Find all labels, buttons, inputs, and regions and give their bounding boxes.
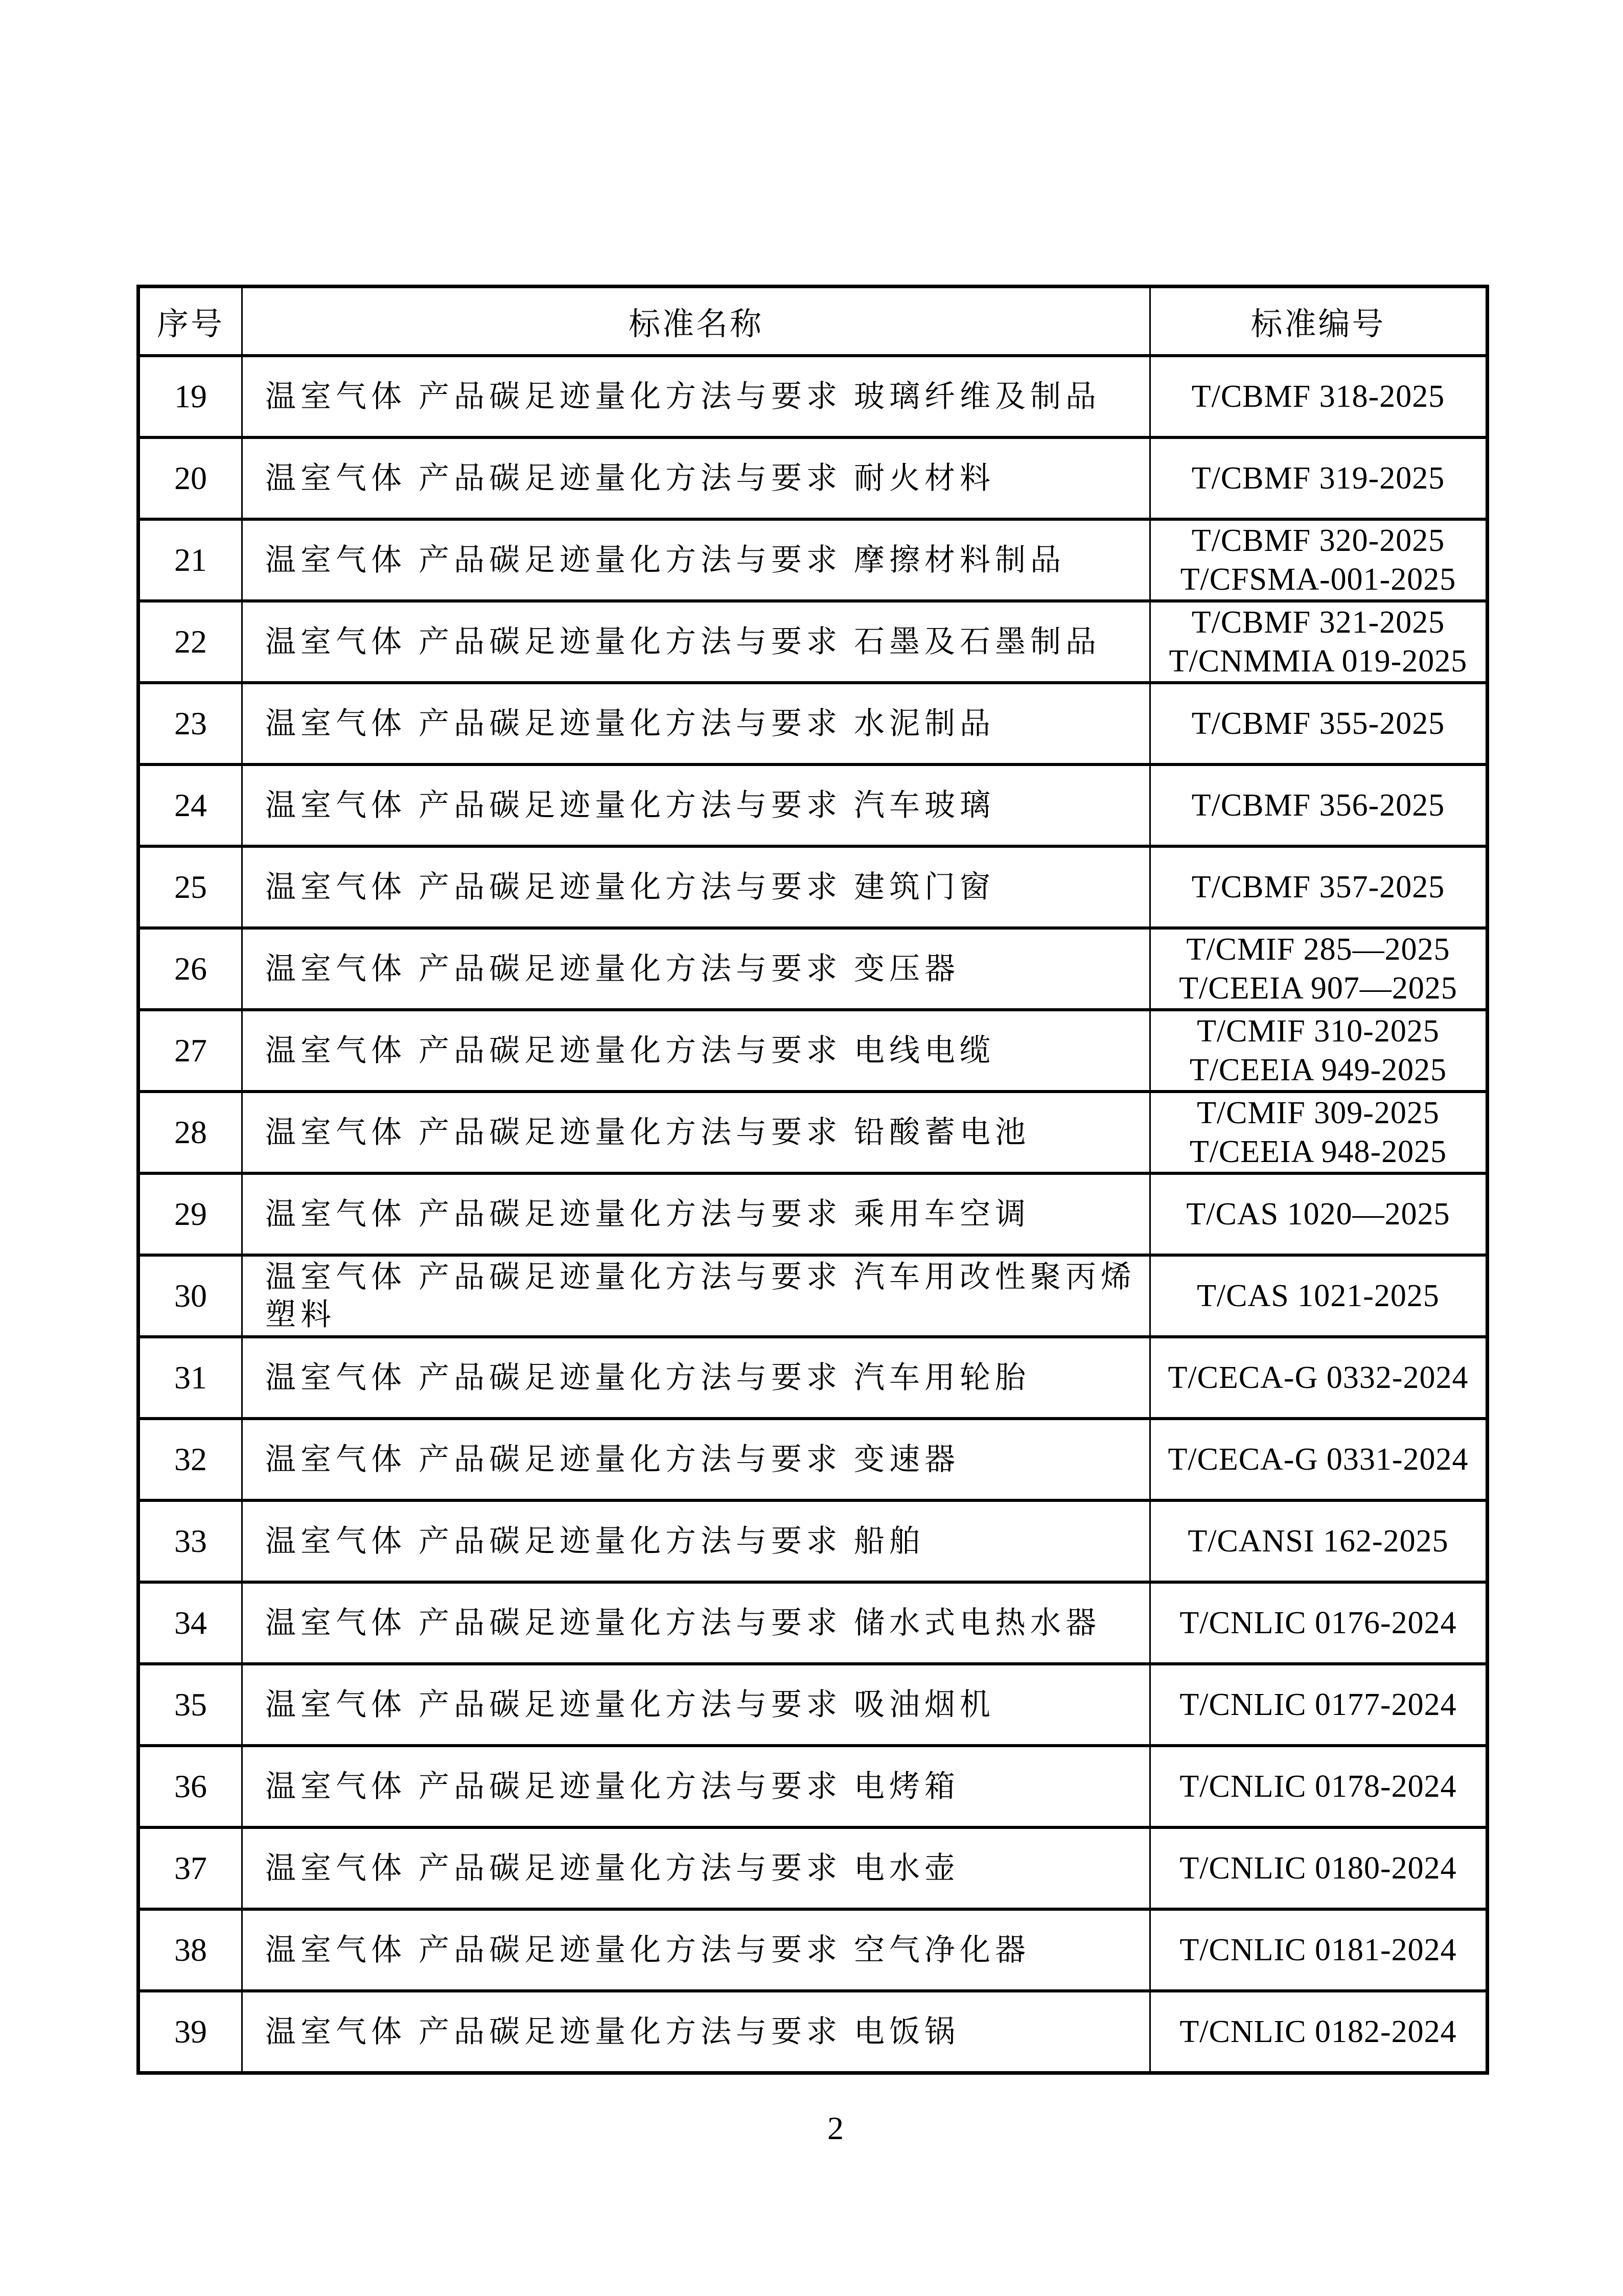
standard-name: 温室气体 产品碳足迹量化方法与要求 电烤箱: [242, 1746, 1150, 1827]
standard-code-line: T/CNLIC 0177-2024: [1179, 1687, 1457, 1722]
header-index: 序号: [138, 287, 242, 356]
standard-code-cell: [1150, 1419, 1488, 1500]
standard-name: 温室气体 产品碳足迹量化方法与要求 变速器: [242, 1419, 1150, 1500]
row-index: 27: [138, 1010, 242, 1092]
standard-name: 温室气体 产品碳足迹量化方法与要求 玻璃纤维及制品: [242, 356, 1150, 437]
table-row: [138, 846, 1488, 928]
standard-code-cell: [1150, 1255, 1488, 1337]
row-index: 21: [138, 519, 242, 601]
standard-code-cell: [1150, 1746, 1488, 1827]
table-row: [138, 683, 1488, 764]
row-index: 28: [138, 1092, 242, 1173]
header-standard-code: 标准编号: [1150, 287, 1488, 356]
header-standard-name: 标准名称: [242, 287, 1150, 356]
standard-name: 温室气体 产品碳足迹量化方法与要求 汽车玻璃: [242, 764, 1150, 846]
table-row: [138, 356, 1488, 437]
standard-code-line: T/CBMF 319-2025: [1191, 461, 1445, 496]
standard-code-cell: [1150, 1173, 1488, 1255]
row-index: 23: [138, 683, 242, 764]
standard-code-line: T/CBMF 356-2025: [1191, 788, 1445, 823]
standard-code-line: T/CECA-G 0331-2024: [1168, 1442, 1469, 1477]
table-row: [138, 928, 1488, 1010]
table-row: [138, 1746, 1488, 1827]
standard-code-cell: [1150, 1092, 1488, 1173]
standard-code-line: T/CEEIA 948-2025: [1189, 1134, 1447, 1169]
standard-code-line: T/CAS 1021-2025: [1197, 1279, 1440, 1313]
standard-code-line: T/CBMF 320-2025: [1191, 523, 1445, 558]
standard-code-cell: [1150, 1827, 1488, 1909]
standard-name: 温室气体 产品碳足迹量化方法与要求 摩擦材料制品: [242, 519, 1150, 601]
row-index: 20: [138, 437, 242, 519]
row-index: 38: [138, 1909, 242, 1991]
standard-name: 温室气体 产品碳足迹量化方法与要求 变压器: [242, 928, 1150, 1010]
standard-code-cell: [1150, 1664, 1488, 1746]
standard-code-cell: [1150, 356, 1488, 437]
table-row: [138, 1173, 1488, 1255]
row-index: 37: [138, 1827, 242, 1909]
standard-code-line: T/CEEIA 949-2025: [1189, 1053, 1447, 1087]
row-index: 31: [138, 1337, 242, 1419]
standard-name: 温室气体 产品碳足迹量化方法与要求 石墨及石墨制品: [242, 601, 1150, 683]
standard-code-line: T/CNLIC 0180-2024: [1179, 1851, 1457, 1886]
row-index: 29: [138, 1173, 242, 1255]
standard-code-line: T/CEEIA 907—2025: [1179, 971, 1457, 1006]
row-index: 22: [138, 601, 242, 683]
table-row: [138, 1500, 1488, 1582]
standard-code-line: T/CBMF 355-2025: [1191, 706, 1445, 741]
standard-name: 温室气体 产品碳足迹量化方法与要求 电线电缆: [242, 1010, 1150, 1092]
standard-code-line: T/CNLIC 0178-2024: [1179, 1769, 1457, 1804]
standard-name: 温室气体 产品碳足迹量化方法与要求 船舶: [242, 1500, 1150, 1582]
row-index: 24: [138, 764, 242, 846]
standard-code-line: T/CFSMA-001-2025: [1180, 562, 1456, 597]
standard-name: 温室气体 产品碳足迹量化方法与要求 汽车用改性聚丙烯塑料: [242, 1255, 1150, 1337]
row-index: 19: [138, 356, 242, 437]
row-index: 34: [138, 1582, 242, 1664]
standard-name: 温室气体 产品碳足迹量化方法与要求 电饭锅: [242, 1991, 1150, 2073]
standard-name: 温室气体 产品碳足迹量化方法与要求 乘用车空调: [242, 1173, 1150, 1255]
standard-code-cell: [1150, 846, 1488, 928]
standard-code-cell: [1150, 601, 1488, 683]
standard-code-cell: [1150, 764, 1488, 846]
standard-code-cell: [1150, 683, 1488, 764]
row-index: 25: [138, 846, 242, 928]
table-row: [138, 1010, 1488, 1092]
table-row: [138, 1664, 1488, 1746]
row-index: 39: [138, 1991, 242, 2073]
standard-name: 温室气体 产品碳足迹量化方法与要求 建筑门窗: [242, 846, 1150, 928]
standard-code-line: T/CNLIC 0176-2024: [1179, 1606, 1457, 1640]
standard-code-line: T/CBMF 321-2025: [1191, 605, 1445, 640]
standard-code-line: T/CMIF 285—2025: [1186, 932, 1450, 967]
table-row: [138, 1255, 1488, 1337]
standard-code-line: T/CECA-G 0332-2024: [1168, 1360, 1469, 1395]
standard-name: 温室气体 产品碳足迹量化方法与要求 储水式电热水器: [242, 1582, 1150, 1664]
standard-code-cell: [1150, 1991, 1488, 2073]
table-row: [138, 437, 1488, 519]
standard-code-cell: [1150, 1010, 1488, 1092]
table-row: [138, 1419, 1488, 1500]
standard-code-line: T/CMIF 310-2025: [1197, 1014, 1440, 1049]
standard-code-cell: [1150, 519, 1488, 601]
standard-code-line: T/CBMF 357-2025: [1191, 870, 1445, 905]
table-row: [138, 601, 1488, 683]
table-row: [138, 519, 1488, 601]
standard-code-line: T/CNLIC 0181-2024: [1179, 1933, 1457, 1967]
row-index: 33: [138, 1500, 242, 1582]
page-number: 2: [827, 2110, 844, 2146]
table-row: [138, 1337, 1488, 1419]
table-row: [138, 1827, 1488, 1909]
standard-code-cell: [1150, 1582, 1488, 1664]
row-index: 26: [138, 928, 242, 1010]
standard-name: 温室气体 产品碳足迹量化方法与要求 耐火材料: [242, 437, 1150, 519]
table-row: [138, 1582, 1488, 1664]
standard-code-cell: [1150, 1909, 1488, 1991]
standard-name: 温室气体 产品碳足迹量化方法与要求 汽车用轮胎: [242, 1337, 1150, 1419]
standard-name: 温室气体 产品碳足迹量化方法与要求 铅酸蓄电池: [242, 1092, 1150, 1173]
row-index: 30: [138, 1255, 242, 1337]
row-index: 32: [138, 1419, 242, 1500]
row-index: 35: [138, 1664, 242, 1746]
table-row: [138, 764, 1488, 846]
standard-name: 温室气体 产品碳足迹量化方法与要求 吸油烟机: [242, 1664, 1150, 1746]
table-row: [138, 1909, 1488, 1991]
standard-code-cell: [1150, 1337, 1488, 1419]
standards-table: [136, 285, 1489, 2075]
standard-code-cell: [1150, 928, 1488, 1010]
standard-code-line: T/CAS 1020—2025: [1186, 1197, 1450, 1232]
standard-code-line: T/CMIF 309-2025: [1197, 1096, 1440, 1130]
table-row: [138, 1991, 1488, 2073]
standard-code-line: T/CBMF 318-2025: [1191, 379, 1445, 414]
standard-code-line: T/CANSI 162-2025: [1188, 1524, 1449, 1559]
standard-code-cell: [1150, 437, 1488, 519]
table-row: [138, 1092, 1488, 1173]
standard-name: 温室气体 产品碳足迹量化方法与要求 电水壶: [242, 1827, 1150, 1909]
table-header-row: [138, 287, 1488, 356]
table-body: [138, 356, 1488, 2073]
standard-code-line: T/CNLIC 0182-2024: [1179, 2014, 1457, 2049]
standard-name: 温室气体 产品碳足迹量化方法与要求 空气净化器: [242, 1909, 1150, 1991]
standard-code-cell: [1150, 1500, 1488, 1582]
standard-name: 温室气体 产品碳足迹量化方法与要求 水泥制品: [242, 683, 1150, 764]
standard-code-line: T/CNMMIA 019-2025: [1169, 644, 1468, 679]
row-index: 36: [138, 1746, 242, 1827]
